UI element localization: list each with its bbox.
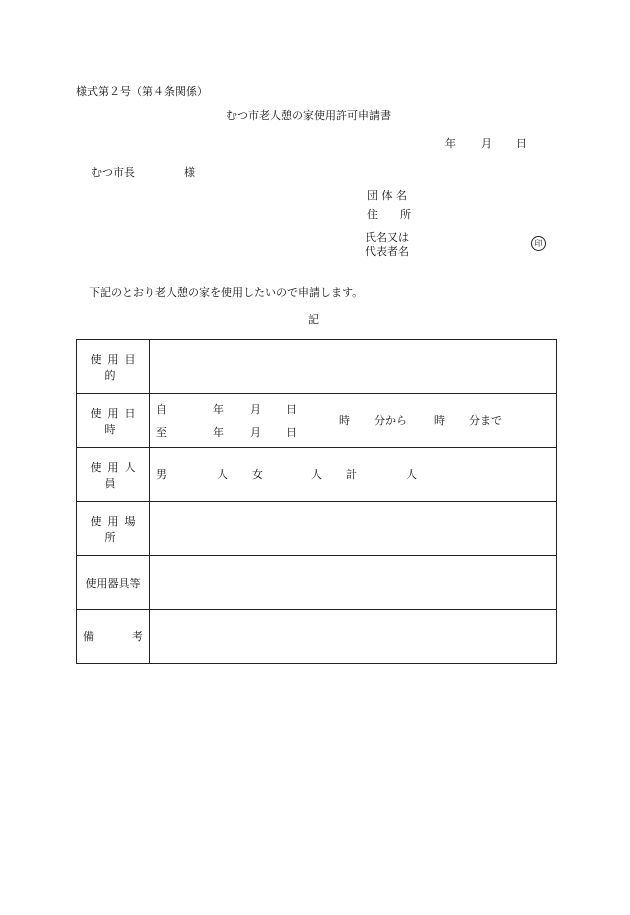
datetime-label: 使用日時	[90, 406, 142, 436]
place-label-cell	[77, 502, 150, 556]
place-label: 使用場所	[90, 514, 142, 544]
table-row-purpose	[77, 340, 557, 394]
remarks-value-cell[interactable]	[150, 610, 557, 664]
people-label-cell	[77, 448, 150, 502]
total-count-unit: 人	[406, 468, 417, 481]
datetime-value-cell[interactable]	[150, 394, 557, 448]
table-row-people	[77, 448, 557, 502]
equipment-label: 使用器具等	[85, 576, 141, 590]
from-month-label: 月	[250, 403, 261, 416]
date-month-label: 月	[481, 137, 492, 150]
total-label: 計	[346, 468, 357, 481]
date-year-label: 年	[445, 137, 456, 150]
addressee-mayor: むつ市長	[91, 166, 135, 179]
end-minute-label: 分まで	[469, 414, 502, 427]
purpose-value-cell[interactable]	[150, 340, 557, 394]
seal-mark: 印	[531, 236, 546, 251]
remarks-label-right: 考	[132, 630, 143, 643]
date-day-label: 日	[516, 137, 527, 150]
equipment-label-cell	[77, 556, 150, 610]
remarks-label-cell	[77, 610, 150, 664]
name-label-line1: 氏名又は	[365, 231, 409, 244]
datetime-label-cell	[77, 394, 150, 448]
female-label: 女	[252, 468, 263, 481]
from-day-label: 日	[286, 403, 297, 416]
to-day-label: 日	[286, 426, 297, 439]
end-hour-label: 時	[434, 414, 445, 427]
group-name-label: 団 体 名	[367, 189, 407, 202]
table-row-datetime	[77, 394, 557, 448]
to-month-label: 月	[250, 426, 261, 439]
place-value-cell[interactable]	[150, 502, 557, 556]
start-hour-label: 時	[339, 414, 350, 427]
male-count-unit: 人	[217, 468, 228, 481]
start-minute-label: 分から	[374, 414, 407, 427]
from-label: 自	[156, 403, 167, 416]
address-label: 住 所	[367, 208, 411, 221]
purpose-label-cell	[77, 340, 150, 394]
remarks-label-left: 備	[83, 630, 94, 643]
female-count-unit: 人	[311, 468, 322, 481]
form-number: 様式第２号（第４条関係）	[76, 85, 208, 98]
to-year-label: 年	[213, 426, 224, 439]
table-row-remarks	[77, 610, 557, 664]
people-label: 使用人員	[90, 460, 142, 490]
table-row-equipment	[77, 556, 557, 610]
document-title: むつ市老人憩の家使用許可申請書	[226, 109, 391, 122]
name-label-line2: 代表者名	[365, 245, 409, 258]
table-row-place	[77, 502, 557, 556]
from-year-label: 年	[213, 403, 224, 416]
addressee-honorific: 様	[184, 166, 195, 179]
application-statement: 下記のとおり老人憩の家を使用したいので申請します。	[89, 286, 364, 299]
application-table	[76, 339, 557, 664]
note-heading: 記	[308, 313, 319, 326]
to-label: 至	[156, 426, 167, 439]
people-value-cell[interactable]	[150, 448, 557, 502]
purpose-label: 使用目的	[90, 352, 142, 382]
equipment-value-cell[interactable]	[150, 556, 557, 610]
male-label: 男	[156, 468, 167, 481]
